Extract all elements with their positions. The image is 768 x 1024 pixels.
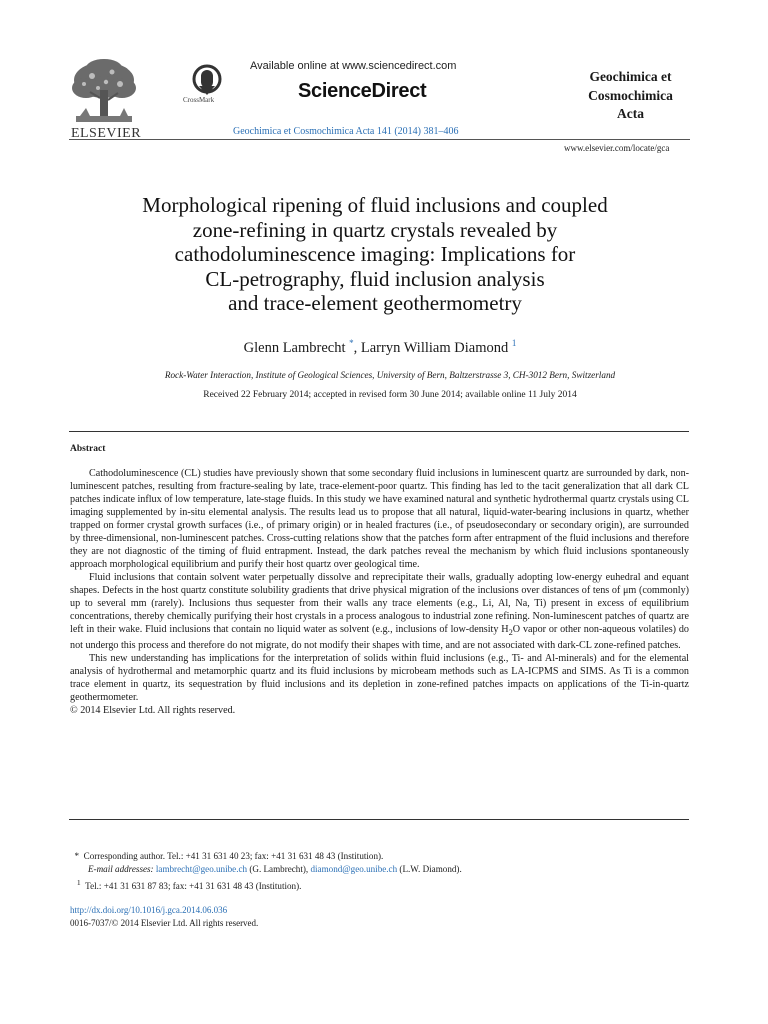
author-list xyxy=(150,338,610,357)
abstract-rule-top xyxy=(69,431,689,432)
journal-citation-link[interactable]: Geochimica et Cosmochimica Acta 141 (2014) 381–406 xyxy=(233,126,459,137)
email-link[interactable]: lambrecht@geo.unibe.ch xyxy=(155,864,248,874)
author-name: Glenn Lambrecht xyxy=(243,339,346,356)
abstract-paragraph: Fluid inclusions that contain solvent water perpetually dissolve and reprecipitate their walls, gradually adopting low-energy euhedral and equant shapes. Defects in the host quartz constitute solubility gradients that drive physical migration of the inclusions over distances of tens of μm (commonly) up to several mm (rarely). Inclusions thus sequester from their walls any trace elements (e.g., Li, Al, Na, Ti) present in excess of equilibrium concentrations, thereby chemically purifying their host crystals in a process analogous to industrial zone refining. Non-luminescent patches of quartz are left in their wake. Fluid inclusions that contain no liquid water as solvent (e.g., inclusions of low-density $H_2O$ vapor or other non-aqueous volatiles) do not undergo this process and therefore do not migrate, do not modify their shapes with time, and are not associated with dark-CL zone-refined patches. xyxy=(70,572,689,652)
abstract-heading: Abstract xyxy=(70,444,106,454)
sciencedirect-logo: ScienceDirect xyxy=(298,80,427,102)
footnote: $^1$ Tel.: +41 31 631 87 83; fax: +41 31 631 48 43 (Institution). xyxy=(76,878,302,892)
abstract-paragraph: Cathodoluminescence (CL) studies have previously shown that some secondary fluid inclusions in luminescent quartz are surrounded by dark, non-luminescent patches, resulting from fracture-sealing by late, trace-element-poor quartz. This finding has led to the tacit generalization that all dark CL patches indicate influx of low temperature, late-stage fluids. In this study we have examined natural and synthetic hydrothermal quartz crystals using CL imaging supplemented by in-situ elemental analysis. The results lead us to propose that all natural, liquid-water-bearing inclusions in quartz, whether trapped on former crystal growth surfaces (i.e., of primary origin) or in healed fractures (i.e., of pseudosecondary or secondary origin), are surrounded by three-dimensional, non-luminescent patches. Cross-cutting relations show that the patches form after entrapment of the fluid inclusions and therefore they are not diagnostic of the timing of fluid entrapment. Instead, the dark patches reveal the mechanism by which fluid inclusions spontaneously approach morphological equilibrium and purify their host quartz over geological time. xyxy=(70,468,689,570)
header-rule xyxy=(69,139,690,140)
abstract-rule-bottom xyxy=(69,819,689,820)
title-line: CL-petrography, fluid inclusion analysis xyxy=(205,266,545,291)
title-line: cathodoluminescence imaging: Implications for xyxy=(174,242,576,266)
author-separator: , xyxy=(353,339,361,356)
affiliation: Rock-Water Interaction, Institute of Geological Sciences, University of Bern, Baltzerstrasse 3, CH-3012 Bern, Switzerland xyxy=(164,370,616,380)
journal-name xyxy=(563,68,698,124)
doi-link[interactable]: http://dx.doi.org/10.1016/j.gca.2014.06.036 xyxy=(70,905,228,915)
footnote-mark[interactable]: 1 xyxy=(511,338,517,348)
footnote: * Corresponding author. Tel.: +41 31 631 40 23; fax: +41 31 631 48 43 (Institution). xyxy=(74,851,384,861)
publisher-name: ELSEVIER xyxy=(70,126,142,141)
journal-site-url[interactable]: www.elsevier.com/locate/gca xyxy=(564,143,670,153)
abstract-body xyxy=(70,467,689,717)
corresponding-author-mark[interactable]: * xyxy=(349,338,354,348)
abstract-copyright: © 2014 Elsevier Ltd. All rights reserved. xyxy=(70,705,236,717)
journal-name-line: Geochimica et xyxy=(589,69,672,84)
title-line: and trace-element geothermometry xyxy=(228,291,522,315)
crossmark-label: CrossMark xyxy=(183,96,215,104)
title-line: Morphological ripening of fluid inclusions and coupled xyxy=(142,193,608,217)
author-name: Larryn William Diamond xyxy=(360,339,509,356)
journal-name-line: Cosmochimica xyxy=(588,87,673,103)
issn-copyright: 0016-7037/© 2014 Elsevier Ltd. All rights reserved. xyxy=(70,918,259,928)
crossmark-icon[interactable] xyxy=(186,64,228,114)
article-title xyxy=(90,193,660,316)
footnote-emails: E-mail addresses: lambrecht@geo.unibe.ch (G. Lambrecht), diamond@geo.unibe.ch (L.W. Diamond). xyxy=(88,864,462,874)
received-dates: Received 22 February 2014; accepted in revised form 30 June 2014; available online 11 July 2014 xyxy=(203,390,577,400)
journal-name-line: Acta xyxy=(617,106,644,121)
email-link[interactable]: diamond@geo.unibe.ch xyxy=(310,864,398,874)
title-line: zone-refining in quartz crystals revealed by xyxy=(192,217,558,242)
abstract-paragraph: This new understanding has implications for the interpretation of solids within fluid inclusions (e.g., Ti- and Al-minerals) and for the elemental analysis of hydrothermal and metamorphic quartz and its fluid inclusions by microbeam methods such as LA-ICPMS and SIMS. As Ti is a common trace element in quartz, its sequestration by fluid inclusions and its depletion in zone-refined patches impacts on applications of the Ti-in-quartz geothermometer. xyxy=(70,653,689,704)
footnotes xyxy=(70,850,689,893)
available-online-text: Available online at www.sciencedirect.com xyxy=(250,60,457,72)
